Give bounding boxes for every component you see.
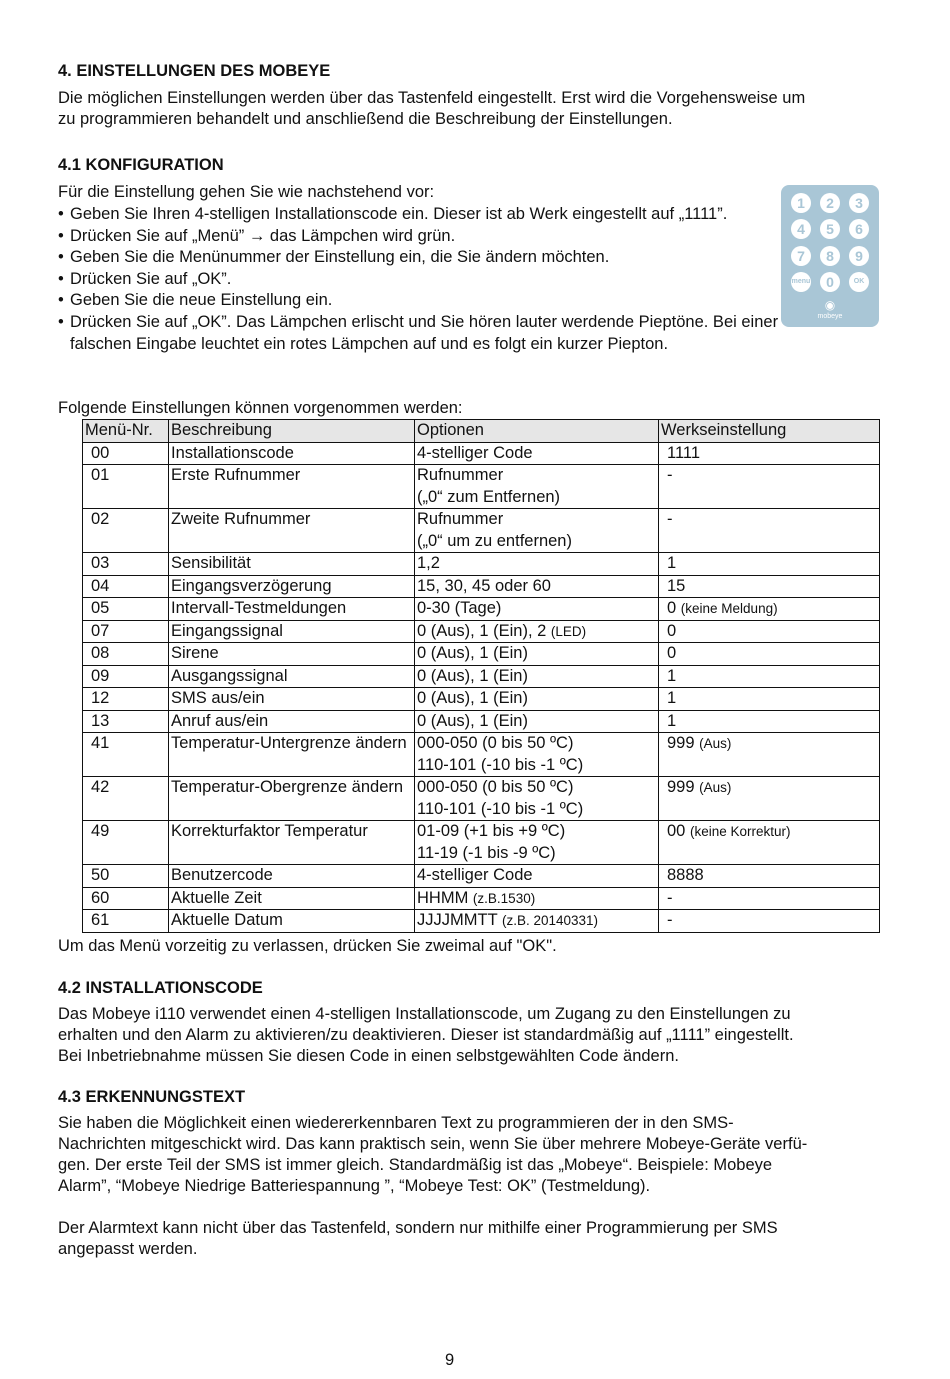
table-header-row xyxy=(83,420,880,443)
row-desc: Intervall-Testmeldungen xyxy=(169,598,415,621)
section-43-heading: 4.3 ERKENNUNGSTEXT xyxy=(58,1088,246,1106)
row-desc: Benutzercode xyxy=(169,865,415,888)
table-row xyxy=(83,598,880,621)
table-row xyxy=(83,777,880,821)
key-9-icon: 9 xyxy=(849,246,869,266)
row-default: 999 (Aus) xyxy=(659,733,880,777)
page-number: 9 xyxy=(445,1351,455,1369)
menu-exit-note: Um das Menü vorzeitig zu verlassen, drücken Sie zweimal auf "OK". xyxy=(58,937,557,955)
table-row xyxy=(83,688,880,711)
row-nr: 08 xyxy=(83,643,169,666)
section-43-text: Sie haben die Möglichkeit einen wiedererkennbaren Text zu programmieren der in den SMS- Nachrichten mitgeschickt wird. Das kann praktisch sein, wenn Sie über mehrere Mobeye-Geräte verfü- gen. Der erste Teil der SMS ist immer gleich. Standardmäßig ist das „Mobeye“. Beispiele: Mobeye Alarm”, “Mobeye Niedrige Batteriespannung ”, “Mobeye Test: OK” (Testmeldung). xyxy=(58,1114,808,1195)
table-row xyxy=(83,643,880,666)
header-menu-nr: Menü-Nr. xyxy=(83,420,169,443)
row-nr: 49 xyxy=(83,821,169,865)
row-options: 4-stelliger Code xyxy=(415,442,659,465)
row-nr: 05 xyxy=(83,598,169,621)
table-row xyxy=(83,733,880,777)
row-default: 0 (keine Meldung) xyxy=(659,598,880,621)
configuration-steps xyxy=(58,204,778,355)
row-nr: 41 xyxy=(83,733,169,777)
row-options: 4-stelliger Code xyxy=(415,865,659,888)
key-7-icon: 7 xyxy=(791,246,811,266)
row-nr: 42 xyxy=(83,777,169,821)
section-42-heading: 4.2 INSTALLATIONSCODE xyxy=(58,979,263,997)
row-options: 000-050 (0 bis 50 ºC) 110-101 (-10 bis -1 ºC) xyxy=(415,733,659,777)
step-item: • Drücken Sie auf „Menü” → das Lämpchen wird grün. xyxy=(58,226,778,248)
key-5-icon: 5 xyxy=(820,219,840,239)
row-default: 8888 xyxy=(659,865,880,888)
table-row xyxy=(83,465,880,509)
header-optionen: Optionen xyxy=(415,420,659,443)
row-options: JJJJMMTT (z.B. 20140331) xyxy=(415,910,659,933)
key-ok-icon: OK xyxy=(849,272,869,292)
row-desc: Temperatur-Untergrenze ändern xyxy=(169,733,415,777)
row-default: 1 xyxy=(659,688,880,711)
row-desc: Anruf aus/ein xyxy=(169,710,415,733)
key-3-icon: 3 xyxy=(849,193,869,213)
row-desc: Eingangssignal xyxy=(169,620,415,643)
row-desc: Aktuelle Zeit xyxy=(169,887,415,910)
table-row xyxy=(83,910,880,933)
section-4-heading: 4. EINSTELLUNGEN DES MOBEYE xyxy=(58,62,331,80)
row-default: 1 xyxy=(659,710,880,733)
row-options: 15, 30, 45 oder 60 xyxy=(415,575,659,598)
row-options: 01-09 (+1 bis +9 ºC) 11-19 (-1 bis -9 ºC) xyxy=(415,821,659,865)
key-2-icon: 2 xyxy=(820,193,840,213)
row-options: 0 (Aus), 1 (Ein), 2 (LED) xyxy=(415,620,659,643)
row-desc: Sirene xyxy=(169,643,415,666)
row-nr: 60 xyxy=(83,887,169,910)
row-nr: 03 xyxy=(83,553,169,576)
table-row xyxy=(83,865,880,888)
step-item: • Geben Sie Ihren 4-stelligen Installationscode ein. Dieser ist ab Werk eingestellt auf „1111”. xyxy=(58,204,778,226)
row-options: Rufnummer („0“ um zu entfernen) xyxy=(415,509,659,553)
row-options: 0 (Aus), 1 (Ein) xyxy=(415,665,659,688)
row-default: - xyxy=(659,509,880,553)
key-6-icon: 6 xyxy=(849,219,869,239)
row-default: 0 xyxy=(659,643,880,666)
step-item: • Drücken Sie auf „OK”. Das Lämpchen erlischt und Sie hören lauter werdende Pieptöne. Bei einer falschen Eingabe leuchtet ein rotes Lämpchen auf und es folgt ein kurzer Piepton. xyxy=(58,312,830,355)
row-options: Rufnummer („0“ zum Entfernen) xyxy=(415,465,659,509)
row-default: 1 xyxy=(659,553,880,576)
row-nr: 01 xyxy=(83,465,169,509)
settings-table xyxy=(82,419,880,933)
row-desc: Sensibilität xyxy=(169,553,415,576)
intro-line-1: Die möglichen Einstellungen werden über das Tastenfeld eingestellt. Erst wird die Vorgehensweise um xyxy=(58,89,806,107)
header-werkseinstellung: Werkseinstellung xyxy=(659,420,880,443)
row-default: 15 xyxy=(659,575,880,598)
row-default: 00 (keine Korrektur) xyxy=(659,821,880,865)
row-desc: Korrekturfaktor Temperatur xyxy=(169,821,415,865)
step-item: • Geben Sie die Menünummer der Einstellung ein, die Sie ändern möchten. xyxy=(58,247,778,269)
row-desc: SMS aus/ein xyxy=(169,688,415,711)
row-default: - xyxy=(659,887,880,910)
table-lead: Folgende Einstellungen können vorgenommen werden: xyxy=(58,399,463,417)
table-row xyxy=(83,442,880,465)
row-default: 0 xyxy=(659,620,880,643)
row-nr: 09 xyxy=(83,665,169,688)
table-row xyxy=(83,553,880,576)
section-4-intro xyxy=(58,88,888,130)
row-options: 1,2 xyxy=(415,553,659,576)
key-4-icon: 4 xyxy=(791,219,811,239)
step-item: • Geben Sie die neue Einstellung ein. xyxy=(58,290,778,312)
row-nr: 00 xyxy=(83,442,169,465)
row-nr: 50 xyxy=(83,865,169,888)
key-menu-icon: menu xyxy=(791,272,811,292)
row-nr: 04 xyxy=(83,575,169,598)
table-row xyxy=(83,710,880,733)
table-row xyxy=(83,665,880,688)
section-41-heading: 4.1 KONFIGURATION xyxy=(58,156,224,174)
row-nr: 13 xyxy=(83,710,169,733)
table-row xyxy=(83,821,880,865)
row-default: 1 xyxy=(659,665,880,688)
row-nr: 12 xyxy=(83,688,169,711)
row-options: 0 (Aus), 1 (Ein) xyxy=(415,688,659,711)
row-desc: Temperatur-Obergrenze ändern xyxy=(169,777,415,821)
section-43-text-2: Der Alarmtext kann nicht über das Tastenfeld, sondern nur mithilfe einer Programmierung per SMS angepasst werden. xyxy=(58,1219,778,1258)
row-nr: 07 xyxy=(83,620,169,643)
row-options: 0 (Aus), 1 (Ein) xyxy=(415,710,659,733)
row-default: - xyxy=(659,910,880,933)
keypad-image xyxy=(781,185,879,327)
row-options: 0 (Aus), 1 (Ein) xyxy=(415,643,659,666)
table-row xyxy=(83,620,880,643)
key-1-icon: 1 xyxy=(791,193,811,213)
row-options: 0-30 (Tage) xyxy=(415,598,659,621)
section-41-lead: Für die Einstellung gehen Sie wie nachstehend vor: xyxy=(58,183,435,201)
table-row xyxy=(83,887,880,910)
row-desc: Ausgangssignal xyxy=(169,665,415,688)
key-8-icon: 8 xyxy=(820,246,840,266)
row-options: HHMM (z.B.1530) xyxy=(415,887,659,910)
intro-line-2: zu programmieren behandelt und anschließend die Beschreibung der Einstellungen. xyxy=(58,110,673,128)
row-default: 999 (Aus) xyxy=(659,777,880,821)
row-desc: Aktuelle Datum xyxy=(169,910,415,933)
row-desc: Zweite Rufnummer xyxy=(169,509,415,553)
header-beschreibung: Beschreibung xyxy=(169,420,415,443)
row-nr: 61 xyxy=(83,910,169,933)
row-default: 1111 xyxy=(659,442,880,465)
table-row xyxy=(83,575,880,598)
table-row xyxy=(83,509,880,553)
brand-logo: mobeye xyxy=(817,313,843,320)
key-0-icon: 0 xyxy=(820,272,840,292)
section-42-text: Das Mobeye i110 verwendet einen 4-stelligen Installationscode, um Zugang zu den Einstellungen zu erhalten und den Alarm zu aktivieren/zu deaktivieren. Dieser ist standardmäßig auf „1111” eingestellt. Bei Inbetriebnahme müssen Sie diesen Code in einen selbstgewählten Code ändern. xyxy=(58,1005,794,1065)
row-options: 000-050 (0 bis 50 ºC) 110-101 (-10 bis -1 ºC) xyxy=(415,777,659,821)
row-nr: 02 xyxy=(83,509,169,553)
row-desc: Installationscode xyxy=(169,442,415,465)
row-desc: Eingangsverzögerung xyxy=(169,575,415,598)
row-desc: Erste Rufnummer xyxy=(169,465,415,509)
row-default: - xyxy=(659,465,880,509)
step-item: • Drücken Sie auf „OK”. xyxy=(58,269,778,291)
signal-logo-icon: ◉ xyxy=(824,298,836,312)
